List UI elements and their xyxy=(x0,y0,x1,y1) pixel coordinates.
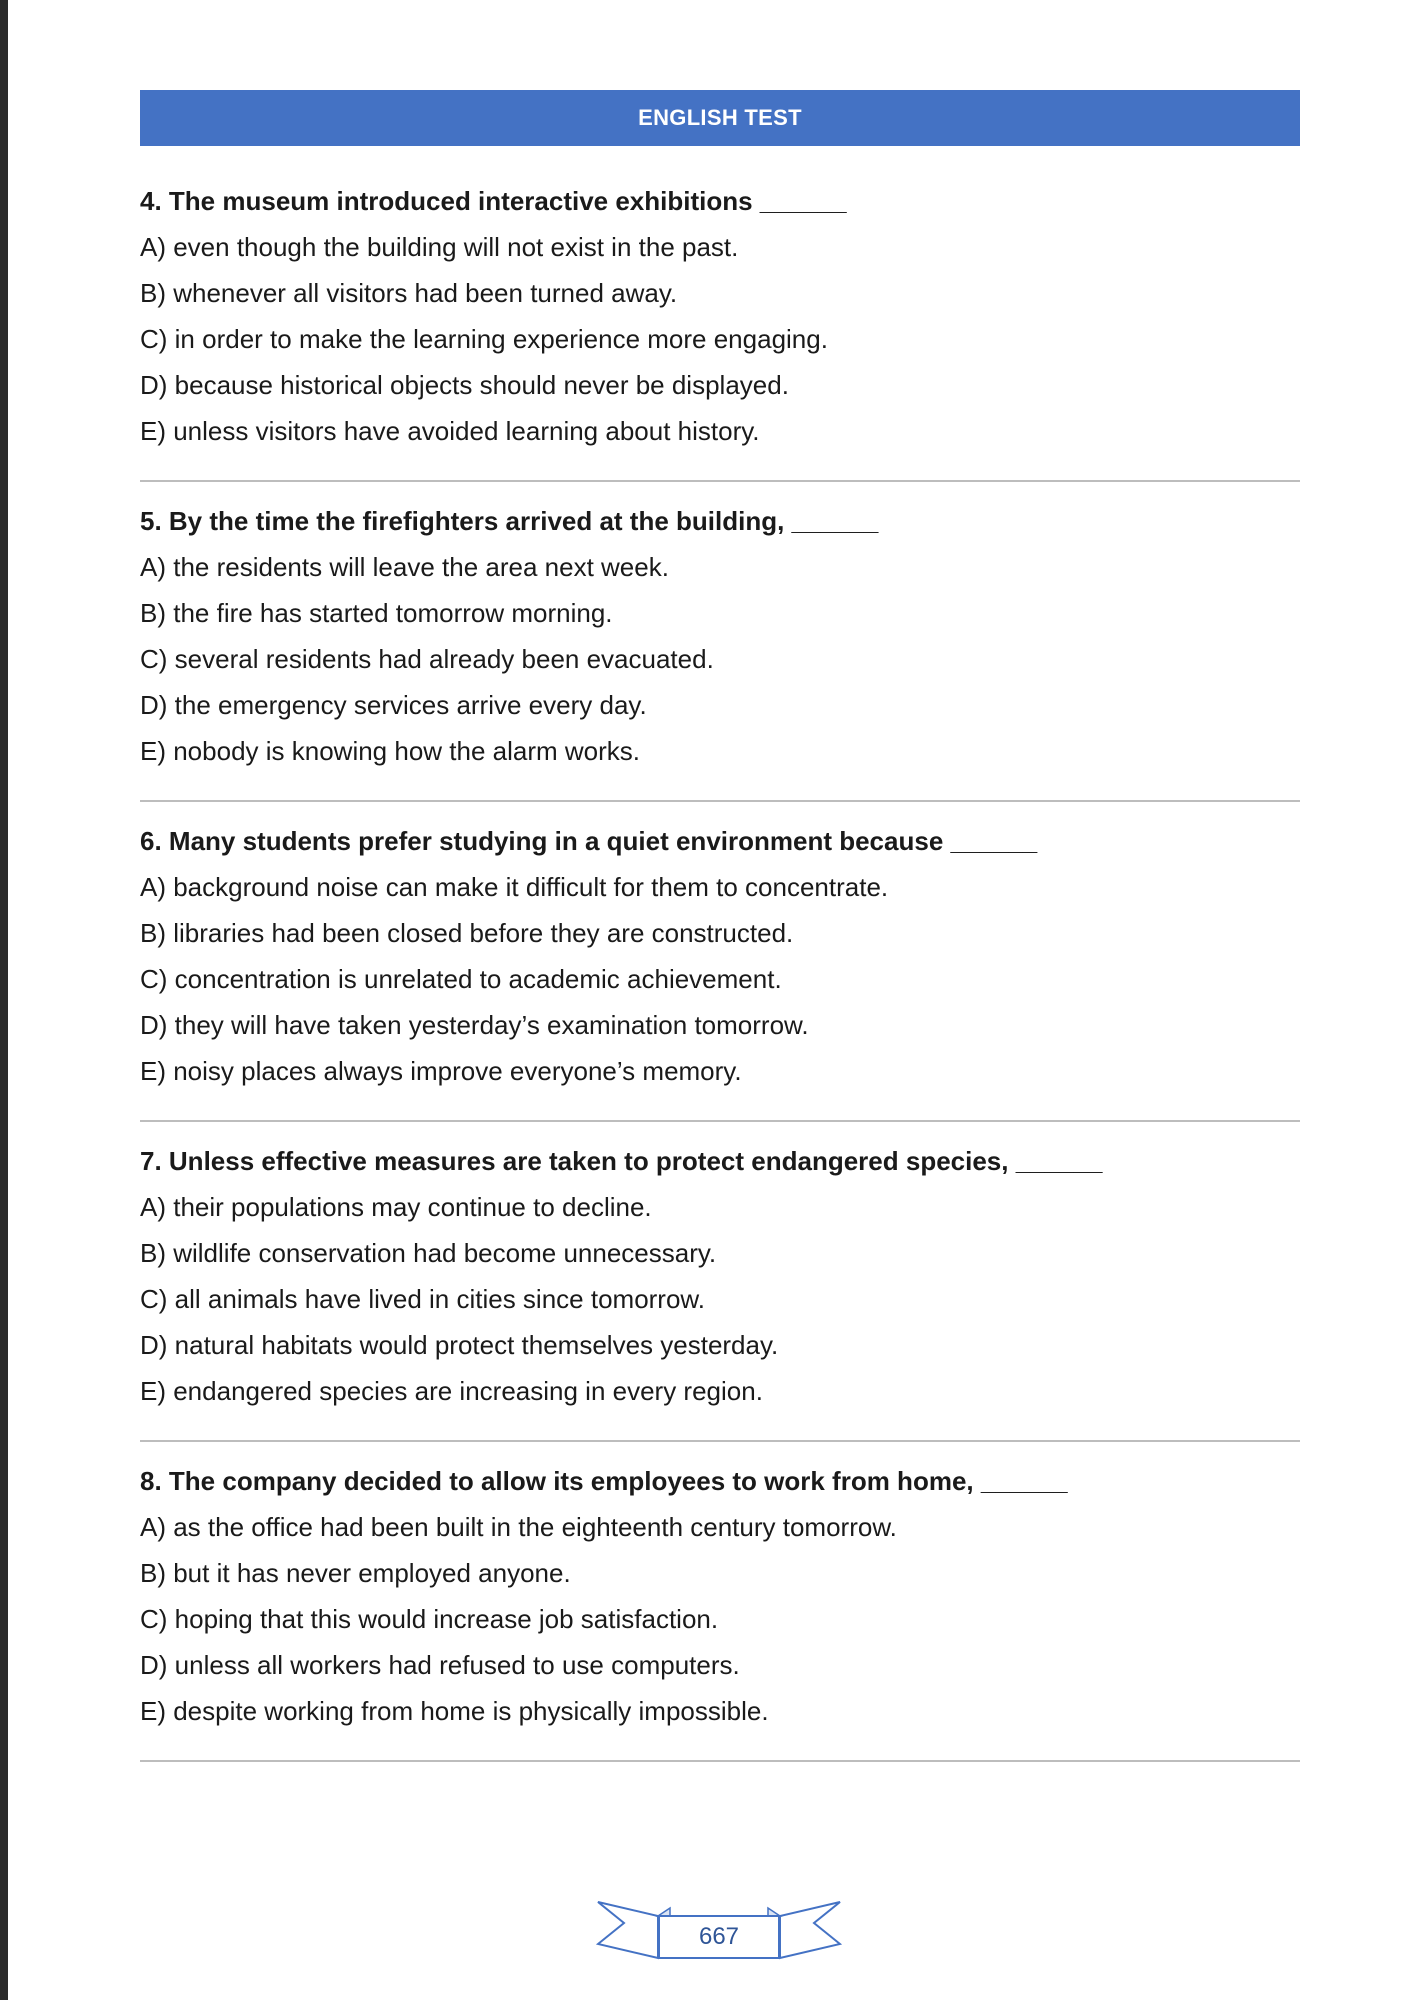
question-text: 7. Unless effective measures are taken to protect endangered species, ______ xyxy=(140,1146,1103,1176)
question-divider xyxy=(140,800,1300,802)
option-b: B) whenever all visitors had been turned away. xyxy=(140,278,678,308)
question-divider xyxy=(140,1120,1300,1122)
option-a: A) even though the building will not exist in the past. xyxy=(140,232,739,262)
question-list xyxy=(140,178,1300,1778)
page-title: ENGLISH TEST xyxy=(638,105,802,130)
option-d: D) the emergency services arrive every day. xyxy=(140,690,647,720)
option-c: C) several residents had already been evacuated. xyxy=(140,644,714,674)
option-c: C) concentration is unrelated to academic achievement. xyxy=(140,964,782,994)
question-8 xyxy=(140,1458,1300,1778)
question-divider xyxy=(140,480,1300,482)
option-c: C) hoping that this would increase job satisfaction. xyxy=(140,1604,719,1634)
left-edge-border xyxy=(0,0,8,2000)
option-e: E) unless visitors have avoided learning about history. xyxy=(140,416,760,446)
option-b: B) but it has never employed anyone. xyxy=(140,1558,571,1588)
option-a: A) their populations may continue to decline. xyxy=(140,1192,652,1222)
option-b: B) wildlife conservation had become unnecessary. xyxy=(140,1238,717,1268)
option-a: A) the residents will leave the area next week. xyxy=(140,552,669,582)
option-a: A) background noise can make it difficult for them to concentrate. xyxy=(140,872,889,902)
header-bar xyxy=(140,90,1300,146)
option-d: D) unless all workers had refused to use computers. xyxy=(140,1650,740,1680)
option-c: C) in order to make the learning experience more engaging. xyxy=(140,324,828,354)
option-e: E) noisy places always improve everyone’s memory. xyxy=(140,1056,742,1086)
option-d: D) they will have taken yesterday’s examination tomorrow. xyxy=(140,1010,809,1040)
question-text: 5. By the time the firefighters arrived at the building, ______ xyxy=(140,506,879,536)
option-b: B) the fire has started tomorrow morning. xyxy=(140,598,613,628)
question-text: 6. Many students prefer studying in a quiet environment because ______ xyxy=(140,826,1038,856)
option-e: E) endangered species are increasing in every region. xyxy=(140,1376,763,1406)
question-6 xyxy=(140,818,1300,1138)
option-b: B) libraries had been closed before they are constructed. xyxy=(140,918,794,948)
question-divider xyxy=(140,1760,1300,1762)
question-5 xyxy=(140,498,1300,818)
option-d: D) because historical objects should never be displayed. xyxy=(140,370,789,400)
option-e: E) despite working from home is physically impossible. xyxy=(140,1696,769,1726)
question-7 xyxy=(140,1138,1300,1458)
question-text: 4. The museum introduced interactive exhibitions ______ xyxy=(140,186,847,216)
option-c: C) all animals have lived in cities since tomorrow. xyxy=(140,1284,705,1314)
option-a: A) as the office had been built in the eighteenth century tomorrow. xyxy=(140,1512,897,1542)
question-divider xyxy=(140,1440,1300,1442)
question-text: 8. The company decided to allow its employees to work from home, ______ xyxy=(140,1466,1068,1496)
question-4 xyxy=(140,178,1300,498)
page-number: 667 xyxy=(698,1923,740,1950)
option-e: E) nobody is knowing how the alarm works. xyxy=(140,736,641,766)
page-footer xyxy=(596,1896,842,1966)
option-d: D) natural habitats would protect themselves yesterday. xyxy=(140,1330,779,1360)
